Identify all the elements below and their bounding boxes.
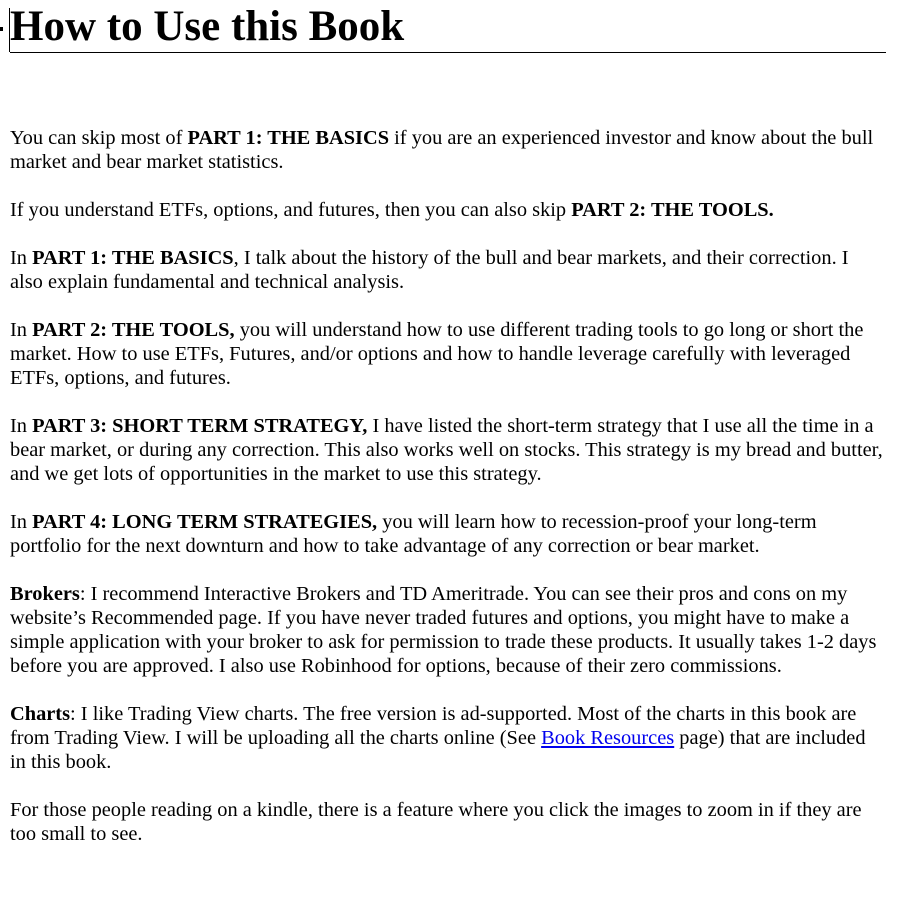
paragraph-skip-basics: You can skip most of PART 1: THE BASICS if you are an experienced investor and know about the bull market and bear market statistics. bbox=[10, 127, 874, 173]
charts-label: Charts bbox=[10, 703, 71, 725]
paragraph-charts: Charts: I like Trading View charts. The free version is ad-supported. Most of the charts in this book are from Trading View. I will be uploading all the charts online (See Book Resources page) that are included in this book. bbox=[10, 703, 866, 773]
paragraph-part4: In PART 4: LONG TERM STRATEGIES, you will learn how to recession-proof your long-term portfolio for the next downturn and how to take advantage of any correction or bear market. bbox=[10, 511, 817, 557]
part2-heading-bold: PART 2: THE TOOLS, bbox=[32, 319, 235, 341]
paragraph-part3: In PART 3: SHORT TERM STRATEGY, I have listed the short-term strategy that I use all the time in a bear market, or during any correction. This also works well on stocks. This strategy is my bread and butter, and we get lots of opportunities in the market to use this strategy. bbox=[10, 415, 883, 485]
page-title: How to Use this Book bbox=[10, 3, 886, 53]
paragraph-brokers: Brokers: I recommend Interactive Brokers and TD Ameritrade. You can see their pros and cons on my website’s Recommended page. If you have never traded futures and options, you might have to make a simple application with your broker to ask for permission to trade these products. It usually takes 1-2 days before you are approved. I also use Robinhood for options, because of their zero commissions. bbox=[10, 583, 877, 677]
part1-heading-bold: PART 1: THE BASICS bbox=[32, 247, 234, 269]
part2-bold: PART 2: THE TOOLS. bbox=[571, 199, 774, 221]
paragraph-part2: In PART 2: THE TOOLS, you will understand how to use different trading tools to go long or short the market. How to use ETFs, Futures, and/or options and how to handle leverage carefully with leveraged ETFs, options, and futures. bbox=[10, 319, 864, 389]
margin-marker bbox=[0, 27, 3, 31]
document-body bbox=[10, 126, 886, 870]
paragraph-skip-tools: If you understand ETFs, options, and futures, then you can also skip PART 2: THE TOOLS. bbox=[10, 199, 774, 221]
brokers-label: Brokers bbox=[10, 583, 80, 605]
paragraph-kindle: For those people reading on a kindle, there is a feature where you click the images to zoom in if they are too small to see. bbox=[10, 799, 862, 845]
part3-heading-bold: PART 3: SHORT TERM STRATEGY, bbox=[32, 415, 368, 437]
paragraph-part1: In PART 1: THE BASICS, I talk about the history of the bull and bear markets, and their correction. I also explain fundamental and technical analysis. bbox=[10, 247, 849, 293]
book-resources-link[interactable]: Book Resources bbox=[541, 727, 675, 749]
part1-bold: PART 1: THE BASICS bbox=[187, 127, 390, 149]
part4-heading-bold: PART 4: LONG TERM STRATEGIES, bbox=[32, 511, 378, 533]
